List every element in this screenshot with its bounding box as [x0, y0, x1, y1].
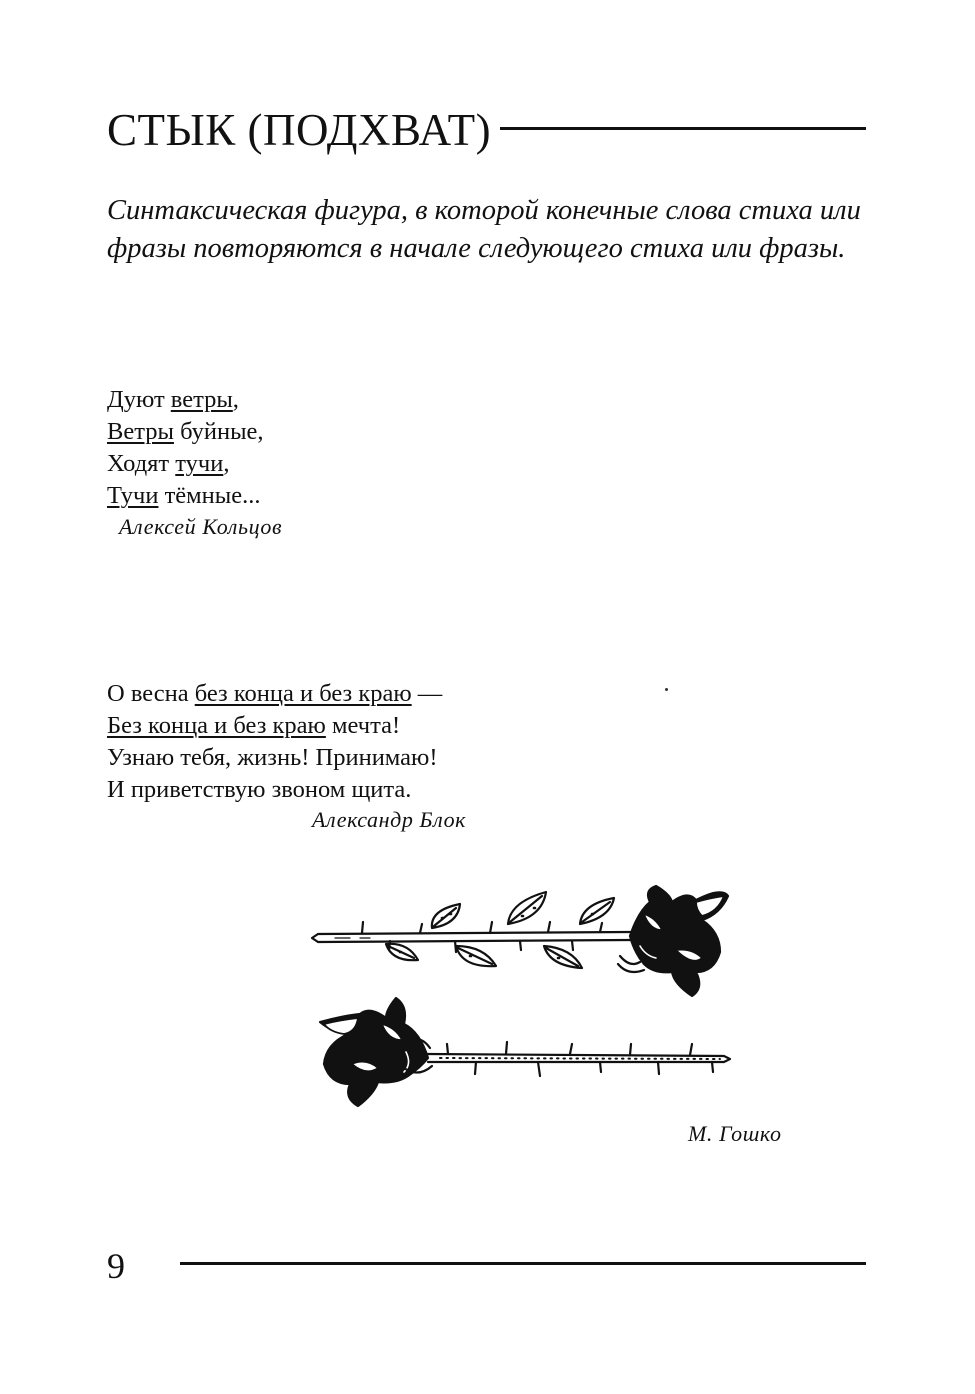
upper-stem [312, 932, 630, 942]
poem-text: , [232, 386, 239, 413]
poem-repeated-word: ветры [170, 386, 233, 413]
stem-dots [440, 1058, 720, 1059]
poem-text: мечта! [325, 712, 401, 739]
poem-text: И приветствую звоном щита. [107, 776, 412, 803]
poem-text: тёмные... [158, 482, 261, 509]
poem-repeated-word: тучи [175, 450, 224, 477]
lower-rose [320, 998, 428, 1106]
leaf [544, 946, 582, 968]
page-number: 9 [107, 1246, 125, 1286]
poem-line [107, 385, 239, 415]
poem-text: , [223, 450, 230, 477]
poem-author: Александр Блок [312, 807, 467, 832]
poem-author: Алексей Кольцов [119, 514, 283, 539]
definition-line-1: Синтаксическая фигура, в которой конечные слова стиха или [107, 195, 861, 226]
leaf [432, 904, 460, 928]
poem-repeated-word: Тучи [107, 482, 159, 509]
poem-line [107, 449, 229, 479]
poem-text: Ходят [107, 450, 176, 477]
leaf [508, 892, 546, 924]
poem-text: буйные, [173, 418, 264, 445]
poem-line [107, 775, 411, 805]
poem-line [107, 711, 400, 741]
poem-repeated-word: Ветры [107, 418, 174, 445]
poem-text: Узнаю тебя, жизнь! Принимаю! [107, 744, 438, 771]
poem-line [107, 481, 260, 511]
upper-thorns [362, 922, 602, 952]
poem-line [107, 679, 442, 709]
roses-illustration [300, 872, 740, 1117]
illustration-credit: М. Гошко [688, 1121, 782, 1146]
leaf [580, 898, 614, 924]
poem-line [107, 743, 437, 773]
poem-repeated-phrase: Без конца и без краю [107, 712, 326, 739]
footer-rule [180, 1262, 866, 1265]
poem-repeated-phrase: без конца и без краю [194, 680, 412, 707]
definition [107, 192, 877, 268]
poem-text: — [411, 680, 443, 707]
poem-text: Дуют [107, 386, 171, 413]
definition-line-2: фразы повторяются в начале следующего стиха или фразы. [107, 233, 846, 264]
title-rule [500, 127, 866, 130]
print-speck [665, 688, 668, 691]
leaf [456, 946, 496, 966]
page-title: СТЫК (ПОДХВАТ) [107, 105, 492, 155]
poem-line [107, 417, 264, 447]
poem-text: О весна [107, 680, 195, 707]
